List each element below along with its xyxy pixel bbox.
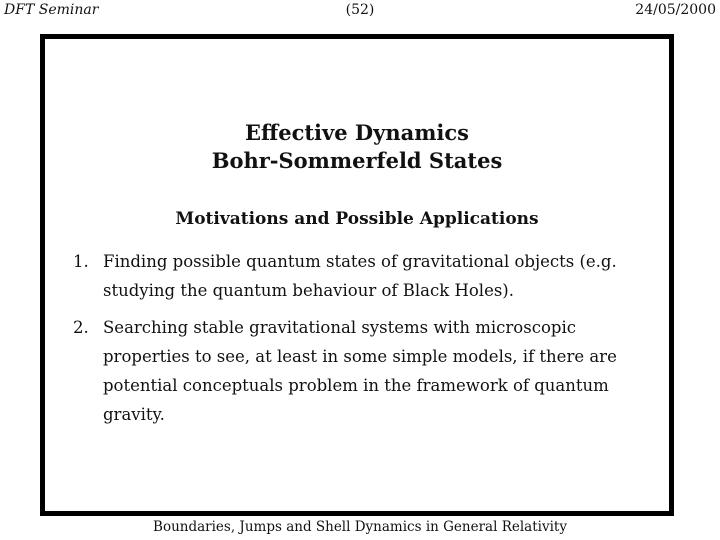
slide-footer: Boundaries, Jumps and Shell Dynamics in General Relativity [153,519,567,535]
list-item-text: Searching stable gravitational systems with microscopic properties to see, at least in some simple models, if there are potential conceptuals problem in the framework of quantum gravity. [103,318,617,424]
header-page-number: (52) [345,2,375,18]
list-item-number: 1. [73,252,89,271]
slide-subheading: Motivations and Possible Applications [175,209,539,229]
slide-frame [40,34,674,516]
list-item-number: 2. [73,318,89,337]
list-item [73,313,653,429]
slide-title-line1: Effective Dynamics [244,120,470,145]
header-seminar-name: DFT Seminar [4,2,99,18]
header-date: 24/05/2000 [635,2,716,18]
slide-title-line2: Bohr-Sommerfeld States [211,148,503,173]
list-item-text: Finding possible quantum states of gravitational objects (e.g. studying the quantum behaviour of Black Holes). [103,252,617,300]
motivation-list [73,247,653,437]
slide-header [0,2,720,24]
list-item [73,247,653,305]
